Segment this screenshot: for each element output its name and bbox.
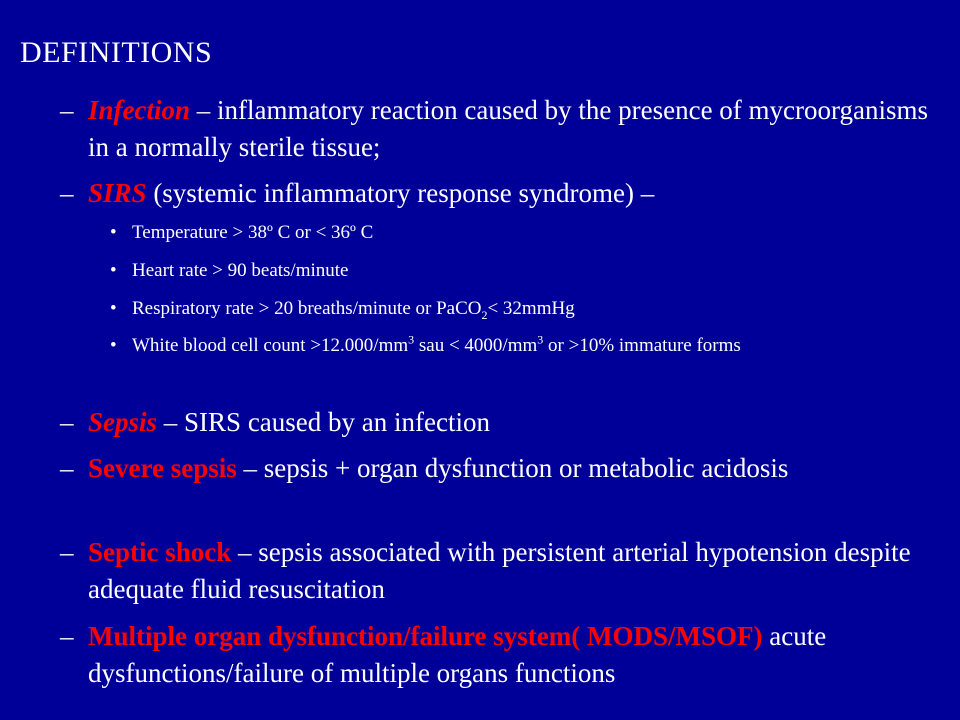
criterion-text-cont: sau < 4000/mm [414,335,538,356]
bullet-marker: • [110,222,117,243]
term-sirs: SIRS [88,178,147,208]
definition-text: – SIRS caused by an infection [157,407,490,437]
criterion-text: Temperature > 38º C or < 36º C [132,222,374,243]
dash-marker: – [60,178,74,208]
sirs-criterion-temperature [110,221,930,245]
term-separator: – [190,95,218,125]
definition-sepsis [60,404,930,441]
definition-infection [60,92,930,166]
definition-text: acute dysfunctions/failure of multiple organs functions [88,621,827,688]
sirs-criterion-heart-rate [110,259,930,283]
superscript: 3 [408,332,415,347]
definition-severe-sepsis [60,450,930,487]
definition-text: – sepsis + organ dysfunction or metabolic acidosis [236,453,789,483]
definition-mods [60,618,930,692]
slide-title: DEFINITIONS [20,36,213,69]
subscript: 2 [481,307,488,322]
sirs-criterion-wbc [110,334,930,358]
dash-marker: – [60,537,74,567]
definition-text: inflammatory reaction caused by the presence of mycroorganisms in a normally sterile tissue; [88,95,929,162]
superscript: 3 [537,332,544,347]
term-sepsis: Sepsis [88,407,158,437]
term-severe-sepsis: Severe sepsis [88,453,237,483]
bullet-marker: • [110,335,117,356]
criterion-text: White blood cell count >12.000/mm [132,335,409,356]
criterion-text: Respiratory rate > 20 breaths/minute or PaCO [132,298,482,319]
definition-sirs [60,175,930,212]
definition-text: – sepsis associated with persistent arterial hypotension despite adequate fluid resuscitation [88,537,911,604]
term-septic-shock: Septic shock [88,537,232,567]
term-infection: Infection [88,95,191,125]
criterion-text: Heart rate > 90 beats/minute [132,260,349,281]
dash-marker: – [60,621,74,651]
sirs-criterion-respiratory [110,297,930,321]
dash-marker: – [60,95,74,125]
definition-septic-shock [60,534,930,608]
criterion-text-cont: or >10% immature forms [543,335,741,356]
bullet-marker: • [110,298,117,319]
term-mods: Multiple organ dysfunction/failure system( MODS/MSOF) [88,621,763,651]
definition-text: (systemic inflammatory response syndrome) – [146,178,655,208]
dash-marker: – [60,453,74,483]
criterion-text-cont: < 32mmHg [487,298,575,319]
dash-marker: – [60,407,74,437]
bullet-marker: • [110,260,117,281]
